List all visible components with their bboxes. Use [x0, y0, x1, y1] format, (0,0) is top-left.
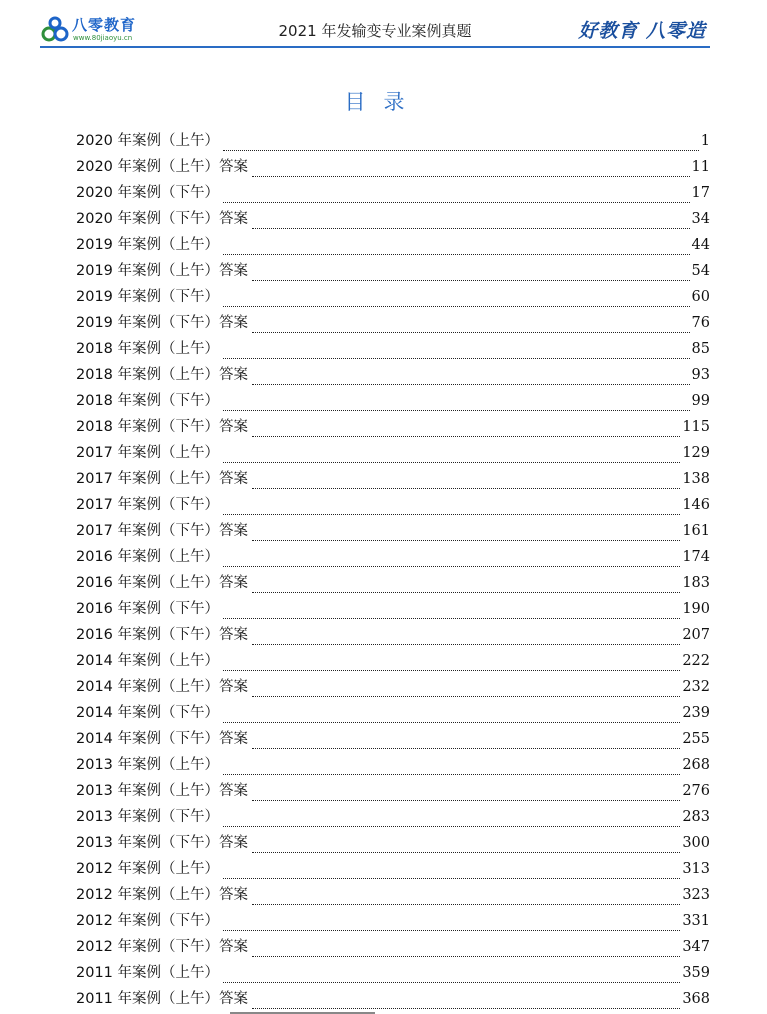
toc-entry-page-number: 323 — [682, 887, 710, 903]
toc-entry-label: 2013 年案例（下午） — [76, 809, 220, 825]
toc-dot-leader — [252, 369, 690, 385]
toc-entry-page-number: 146 — [682, 497, 710, 513]
toc-entry[interactable] — [76, 801, 710, 827]
toc-dot-leader — [223, 447, 680, 463]
toc-entry-page-number: 138 — [682, 471, 710, 487]
toc-entry-label: 2016 年案例（上午）答案 — [76, 575, 249, 591]
toc-entry[interactable] — [76, 567, 710, 593]
toc-entry-page-number: 129 — [682, 445, 710, 461]
toc-entry-label: 2014 年案例（下午）答案 — [76, 731, 249, 747]
toc-entry[interactable] — [76, 359, 710, 385]
toc-entry[interactable] — [76, 697, 710, 723]
toc-entry[interactable] — [76, 879, 710, 905]
toc-dot-leader — [223, 655, 680, 671]
toc-dot-leader — [223, 291, 690, 307]
toc-entry-page-number: 300 — [682, 835, 710, 851]
toc-entry-label: 2012 年案例（下午）答案 — [76, 939, 249, 955]
toc-entry-label: 2016 年案例（上午） — [76, 549, 220, 565]
toc-entry-label: 2014 年案例（上午）答案 — [76, 679, 249, 695]
document-title: 2021 年发输变专业案例真题 — [278, 22, 472, 40]
toc-dot-leader — [252, 889, 680, 905]
toc-entry-label: 2020 年案例（下午）答案 — [76, 211, 249, 227]
toc-entry-page-number: 347 — [682, 939, 710, 955]
toc-entry-label: 2019 年案例（下午）答案 — [76, 315, 249, 331]
toc-dot-leader — [223, 239, 690, 255]
toc-entry-page-number: 34 — [691, 211, 710, 227]
toc-entry-page-number: 44 — [691, 237, 710, 253]
toc-entry-label: 2017 年案例（上午）答案 — [76, 471, 249, 487]
toc-entry-page-number: 276 — [682, 783, 710, 799]
toc-dot-leader — [223, 395, 690, 411]
toc-dot-leader — [223, 343, 690, 359]
toc-entry[interactable] — [76, 593, 710, 619]
toc-entry-page-number: 99 — [691, 393, 710, 409]
toc-entry-label: 2020 年案例（下午） — [76, 185, 220, 201]
toc-dot-leader — [252, 785, 680, 801]
toc-entry-page-number: 255 — [682, 731, 710, 747]
toc-dot-leader — [252, 265, 690, 281]
toc-dot-leader — [223, 135, 699, 151]
toc-entry[interactable] — [76, 931, 710, 957]
toc-entry-page-number: 115 — [682, 419, 710, 435]
toc-entry[interactable] — [76, 905, 710, 931]
toc-entry-label: 2016 年案例（下午） — [76, 601, 220, 617]
toc-entry[interactable] — [76, 437, 710, 463]
toc-entry-page-number: 359 — [682, 965, 710, 981]
toc-entry-label: 2018 年案例（上午）答案 — [76, 367, 249, 383]
toc-dot-leader — [223, 603, 680, 619]
toc-entry[interactable] — [76, 645, 710, 671]
toc-dot-leader — [252, 837, 680, 853]
brand-slogan: 好教育 八零造 — [578, 20, 706, 42]
toc-entry-label: 2018 年案例（上午） — [76, 341, 220, 357]
toc-entry[interactable] — [76, 385, 710, 411]
toc-entry-page-number: 1 — [700, 133, 710, 149]
toc-entry-page-number: 76 — [691, 315, 710, 331]
toc-entry[interactable] — [76, 463, 710, 489]
toc-entry-label: 2013 年案例（上午）答案 — [76, 783, 249, 799]
toc-entry[interactable] — [76, 125, 710, 151]
toc-entry-label: 2014 年案例（上午） — [76, 653, 220, 669]
toc-entry[interactable] — [76, 749, 710, 775]
toc-dot-leader — [223, 811, 680, 827]
toc-heading: 目录 — [344, 90, 423, 114]
toc-dot-leader — [223, 499, 680, 515]
toc-dot-leader — [223, 863, 680, 879]
toc-entry[interactable] — [76, 255, 710, 281]
toc-entry[interactable] — [76, 307, 710, 333]
toc-entry-label: 2017 年案例（下午）答案 — [76, 523, 249, 539]
toc-entry[interactable] — [76, 827, 710, 853]
toc-dot-leader — [252, 525, 680, 541]
toc-entry-label: 2013 年案例（上午） — [76, 757, 220, 773]
toc-entry[interactable] — [76, 411, 710, 437]
toc-dot-leader — [252, 161, 690, 177]
toc-dot-leader — [252, 421, 680, 437]
toc-dot-leader — [252, 993, 680, 1009]
toc-entry-label: 2019 年案例（上午）答案 — [76, 263, 249, 279]
toc-dot-leader — [223, 915, 680, 931]
toc-entry-page-number: 232 — [682, 679, 710, 695]
toc-entry-label: 2012 年案例（下午） — [76, 913, 220, 929]
toc-entry-label: 2018 年案例（下午）答案 — [76, 419, 249, 435]
toc-entry-page-number: 93 — [691, 367, 710, 383]
toc-entry-page-number: 239 — [682, 705, 710, 721]
toc-dot-leader — [252, 681, 680, 697]
toc-entry-label: 2011 年案例（上午） — [76, 965, 220, 981]
logo-url: www.80jiaoyu.cn — [73, 34, 133, 42]
toc-entry-label: 2017 年案例（上午） — [76, 445, 220, 461]
toc-entry[interactable] — [76, 723, 710, 749]
toc-entry[interactable] — [76, 619, 710, 645]
toc-dot-leader — [252, 213, 690, 229]
toc-dot-leader — [252, 629, 680, 645]
toc-entry-label: 2012 年案例（上午） — [76, 861, 220, 877]
toc-entry-label: 2019 年案例（下午） — [76, 289, 220, 305]
toc-entry-page-number: 11 — [691, 159, 710, 175]
toc-dot-leader — [252, 941, 680, 957]
toc-entry[interactable] — [76, 177, 710, 203]
toc-dot-leader — [223, 551, 680, 567]
toc-entry-label: 2017 年案例（下午） — [76, 497, 220, 513]
toc-dot-leader — [252, 577, 680, 593]
toc-entry[interactable] — [76, 541, 710, 567]
table-of-contents — [76, 125, 710, 1009]
toc-entry-page-number: 268 — [682, 757, 710, 773]
toc-entry[interactable] — [76, 515, 710, 541]
toc-entry-page-number: 313 — [682, 861, 710, 877]
toc-entry-label: 2011 年案例（上午）答案 — [76, 991, 249, 1007]
toc-entry[interactable] — [76, 281, 710, 307]
toc-entry[interactable] — [76, 775, 710, 801]
toc-dot-leader — [252, 473, 680, 489]
toc-entry-label: 2020 年案例（上午） — [76, 133, 220, 149]
toc-entry-page-number: 331 — [682, 913, 710, 929]
toc-entry-page-number: 183 — [682, 575, 710, 591]
toc-entry-label: 2013 年案例（下午）答案 — [76, 835, 249, 851]
toc-entry-label: 2014 年案例（下午） — [76, 705, 220, 721]
toc-entry-page-number: 60 — [691, 289, 710, 305]
toc-entry-page-number: 174 — [682, 549, 710, 565]
toc-entry-page-number: 54 — [691, 263, 710, 279]
toc-entry-page-number: 190 — [682, 601, 710, 617]
toc-entry[interactable] — [76, 957, 710, 983]
toc-entry-page-number: 368 — [682, 991, 710, 1007]
toc-entry-page-number: 283 — [682, 809, 710, 825]
toc-entry-page-number: 222 — [682, 653, 710, 669]
toc-entry[interactable] — [76, 151, 710, 177]
toc-entry-label: 2018 年案例（下午） — [76, 393, 220, 409]
toc-entry-page-number: 161 — [682, 523, 710, 539]
toc-entry[interactable] — [76, 333, 710, 359]
toc-dot-leader — [223, 759, 680, 775]
toc-entry-label: 2016 年案例（下午）答案 — [76, 627, 249, 643]
toc-entry-label: 2012 年案例（上午）答案 — [76, 887, 249, 903]
toc-entry[interactable] — [76, 229, 710, 255]
toc-entry-page-number: 85 — [691, 341, 710, 357]
toc-entry[interactable] — [76, 489, 710, 515]
toc-entry[interactable] — [76, 203, 710, 229]
toc-entry[interactable] — [76, 853, 710, 879]
toc-dot-leader — [252, 733, 680, 749]
toc-dot-leader — [252, 317, 690, 333]
toc-entry-page-number: 17 — [691, 185, 710, 201]
page-header — [40, 10, 710, 48]
toc-entry[interactable] — [76, 671, 710, 697]
toc-entry-label: 2020 年案例（上午）答案 — [76, 159, 249, 175]
toc-entry-label: 2019 年案例（上午） — [76, 237, 220, 253]
logo-name: 八零教育 — [72, 16, 137, 34]
toc-entry[interactable] — [76, 983, 710, 1009]
toc-dot-leader — [223, 707, 680, 723]
toc-dot-leader — [223, 967, 680, 983]
toc-entry-page-number: 207 — [682, 627, 710, 643]
toc-dot-leader — [223, 187, 690, 203]
